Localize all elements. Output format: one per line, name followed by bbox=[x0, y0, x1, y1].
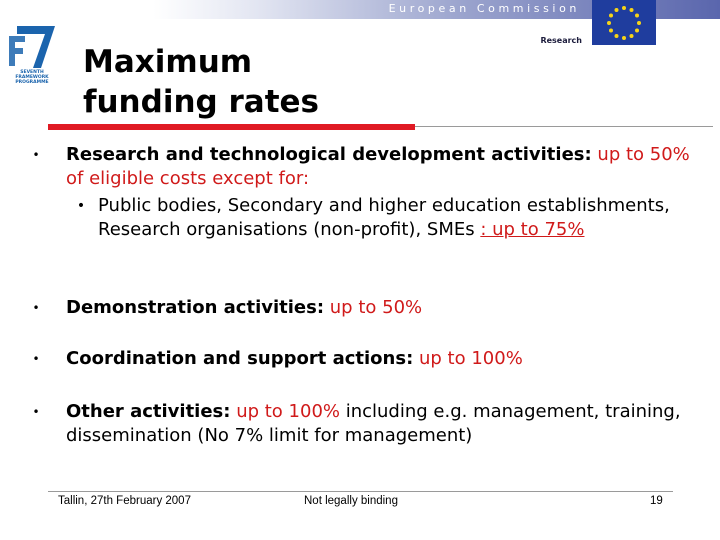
fp7-logo-text: SEVENTH FRAMEWORK PROGRAMME bbox=[15, 70, 49, 85]
item-rate: up to 50% bbox=[324, 297, 423, 318]
footer-disclaimer: Not legally binding bbox=[304, 495, 398, 507]
bullet-text bbox=[66, 296, 706, 320]
page-number: 19 bbox=[650, 495, 663, 507]
bullet-text bbox=[66, 347, 706, 371]
slide-title bbox=[83, 42, 319, 122]
bullet-text bbox=[66, 400, 706, 448]
bullet-icon: • bbox=[32, 352, 40, 366]
footer-location-date: Tallin, 27th February 2007 bbox=[58, 495, 191, 507]
bullet-icon: • bbox=[32, 301, 40, 315]
title-rule bbox=[415, 126, 713, 127]
item-rest: including e.g. management, training, dissemination (No 7% limit for management) bbox=[66, 401, 681, 446]
item-label: Other activities: bbox=[66, 401, 231, 422]
sub-bullet-text bbox=[98, 194, 698, 242]
item-rate: up to 100% bbox=[230, 401, 340, 422]
item-label: Coordination and support actions: bbox=[66, 348, 414, 369]
eu-flag-icon bbox=[592, 0, 656, 45]
banner-title: European Commission bbox=[388, 2, 580, 15]
sub-item-rate: : up to 75% bbox=[480, 219, 585, 240]
title-line-1: Maximum bbox=[83, 44, 253, 80]
banner-subtitle: Research bbox=[540, 36, 582, 45]
title-underline-bar bbox=[48, 124, 415, 130]
sub-item-text: Public bodies, Secondary and higher education establishments, Research organisations (non-profit), SMEs bbox=[98, 195, 670, 240]
item-label: Research and technological development activities: bbox=[66, 144, 592, 165]
bullet-icon: • bbox=[32, 405, 40, 419]
bullet-icon: • bbox=[32, 148, 40, 162]
sub-bullet-icon: • bbox=[76, 198, 86, 214]
item-rate: up to 100% bbox=[413, 348, 523, 369]
fp7-logo-icon bbox=[3, 22, 61, 70]
bullet-text bbox=[66, 143, 706, 191]
item-label: Demonstration activities: bbox=[66, 297, 325, 318]
item-rate: up to 50% of eligible costs except for: bbox=[66, 144, 690, 189]
title-line-2: funding rates bbox=[83, 84, 319, 120]
footer-rule bbox=[48, 491, 673, 492]
